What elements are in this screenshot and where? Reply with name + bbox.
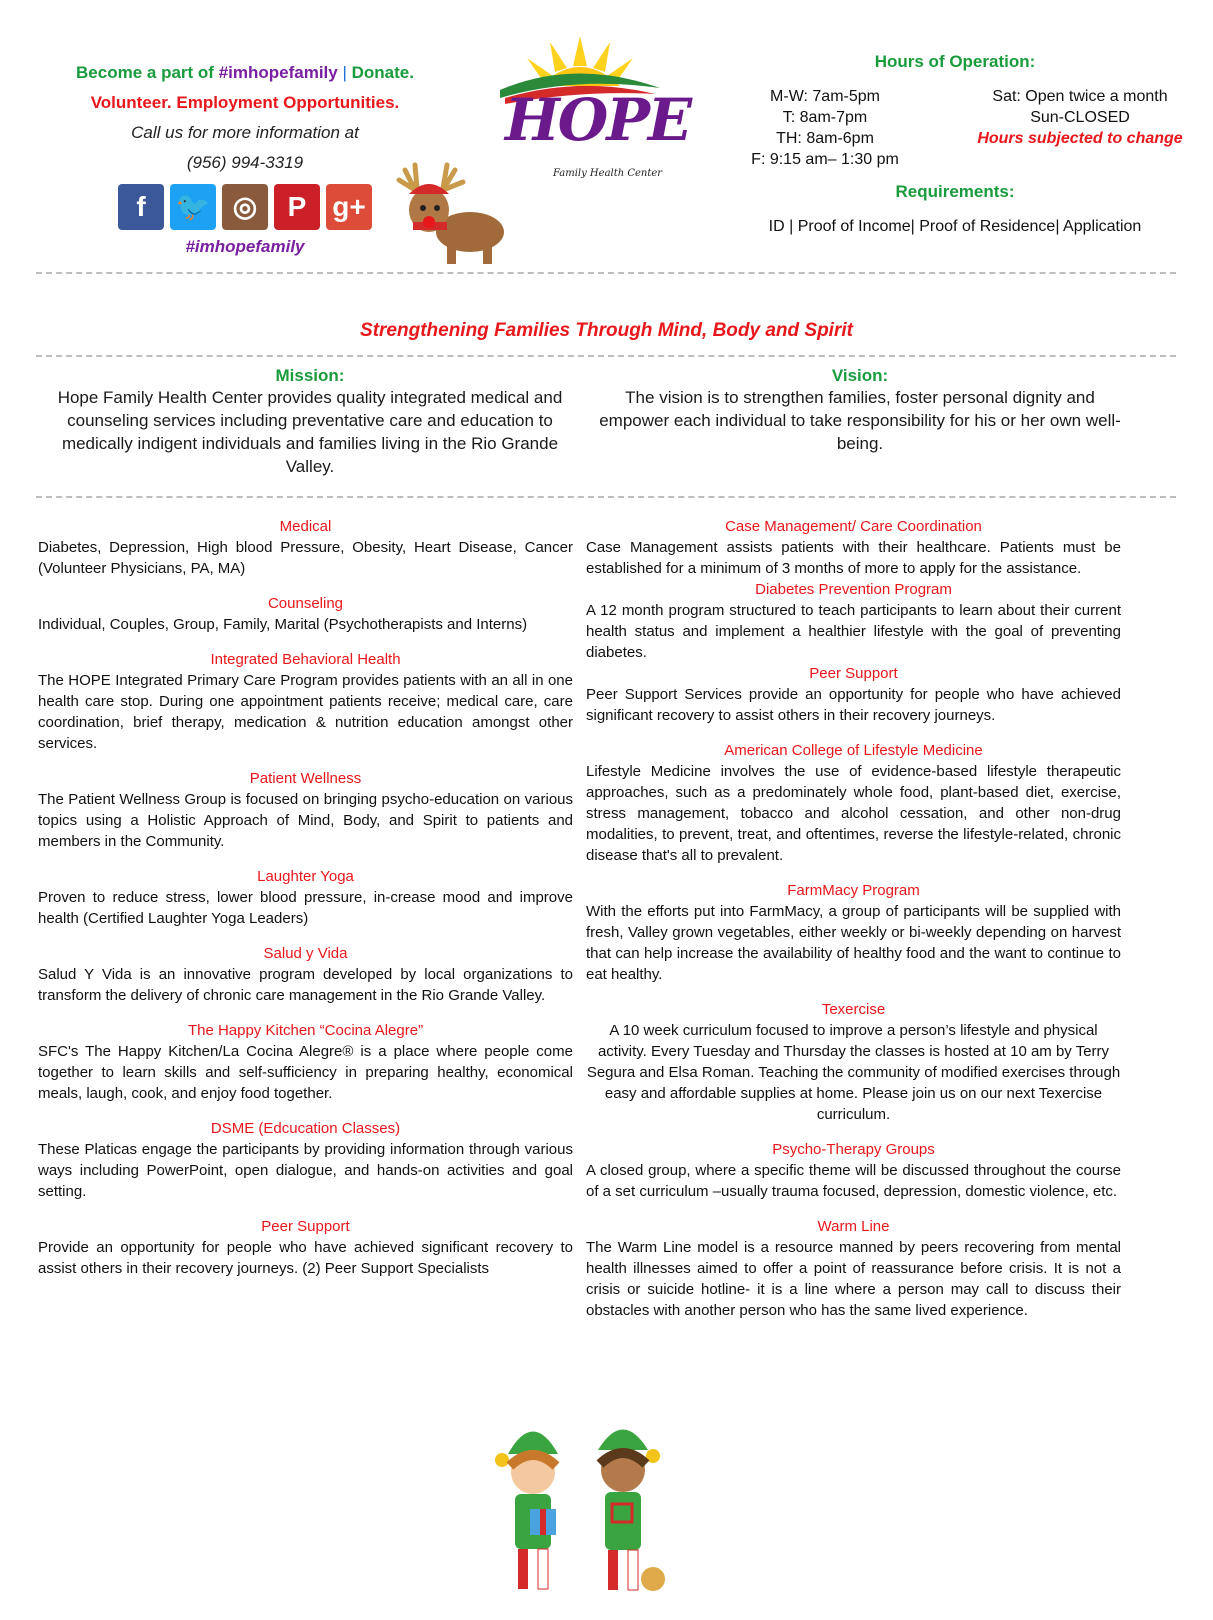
divider [36,355,1176,357]
hours-line: TH: 8am-6pm [776,130,874,147]
mission-text: Hope Family Health Center provides quality integrated medical and counseling services including preventative care and education to medically indigent individuals and families living in the Rio Grande Valley. [57,388,563,476]
volunteer-line[interactable]: Volunteer. Employment Opportunities. [90,93,400,112]
service-title: Diabetes Prevention Program [755,581,952,598]
service-description: A 12 month program structured to teach participants to learn about their current health status and implement a healthier lifestyle with the goal of preventing diabetes. [586,602,1121,661]
service-section [38,768,573,852]
google-plus-icon[interactable]: g+ [326,184,372,230]
service-description: With the efforts put into FarmMacy, a group of participants will be supplied with fresh, Valley grown vegetables, either weekly or bi-weekly depending on harvest that can help increase the availability of healthy food and the want to continue to eat healthy. [586,903,1121,983]
vision-section [590,366,1130,455]
tagline: Strengthening Families Through Mind, Body and Spirit [360,320,853,341]
service-title: DSME (Edcucation Classes) [210,1120,401,1137]
service-description: Salud Y Vida is an innovative program developed by local organizations to transform the delivery of chronic care management in the Rio Grande Valley. [38,966,573,1004]
service-description: The Patient Wellness Group is focused on bringing psycho-education on various topics using a Holistic Approach of Mind, Body, and Spirit to patients and members in the Community. [38,791,573,850]
hashtag-footer[interactable]: #imhopefamily [185,237,305,256]
service-title: Peer Support [809,665,898,682]
elves-illustration [488,1414,678,1604]
hope-wordmark: HOPE [505,86,691,154]
services-right-column [586,516,1121,1321]
mission-title: Mission: [275,366,345,385]
service-title: The Happy Kitchen “Cocina Alegre” [187,1022,424,1039]
service-section [38,1118,573,1202]
service-title: Psycho-Therapy Groups [772,1141,935,1158]
hours-line: Sun-CLOSED [1030,109,1130,126]
service-title: Laughter Yoga [257,868,354,885]
service-title: Salud y Vida [263,945,348,962]
facebook-icon[interactable]: f [118,184,164,230]
service-section [38,943,573,1006]
service-title: Texercise [821,1001,886,1018]
service-title: Peer Support [261,1218,350,1235]
service-section [38,866,573,929]
join-line: Become a part of #imhopefamily | Donate. [76,63,414,82]
service-description: Case Management assists patients with their healthcare. Patients must be established for a minimum of 3 months of more to apply for the assistance. [586,539,1121,577]
service-title: Patient Wellness [249,770,362,787]
weekday-hours [720,86,930,170]
service-section [586,663,1121,726]
hours-line: Sat: Open twice a month [992,88,1168,105]
hashtag-link[interactable]: #imhopefamily [218,63,338,82]
service-title: FarmMacy Program [787,882,920,899]
hours-line: T: 8am-7pm [782,109,868,126]
divider [36,496,1176,498]
service-section [586,740,1121,866]
service-title: Counseling [267,595,344,612]
service-description: The Warm Line model is a resource manned by peers recovering from mental health illnesses aimed to offer a point of reassurance before crisis. It is not a crisis or suicide hotline- it is a line where a person may call to discuss their obstacles with another person who has the same lived experience. [586,1239,1121,1319]
service-section [586,999,1121,1125]
service-section [586,579,1121,663]
service-section [586,1216,1121,1321]
weekend-hours [970,86,1190,170]
phone-number[interactable]: (956) 994-3319 [186,153,304,172]
service-section [586,1139,1121,1202]
service-section [38,593,573,635]
service-description: Provide an opportunity for people who have achieved significant recovery to assist others in their recovery journeys. (2) Peer Support Specialists [38,1239,573,1277]
twitter-icon[interactable]: 🐦 [170,184,216,230]
instagram-icon[interactable]: ◎ [222,184,268,230]
service-description: A 10 week curriculum focused to improve a person’s lifestyle and physical activity. Every Tuesday and Thursday the classes is hosted at 10 am by Terry Segura and Elsa Roman. Teaching the community of modified exercises through easy and affordable supplies at home. Please join us on our next Texercise curriculum. [586,1022,1121,1123]
requirements-title: Requirements: [895,182,1015,201]
logo-subtitle: Family Health Center [553,168,663,179]
pinterest-icon[interactable]: P [274,184,320,230]
service-section [38,516,573,579]
service-description: Peer Support Services provide an opportunity for people who have achieved significant recovery to assist others in their recovery journeys. [586,686,1121,724]
mission-section [40,366,580,478]
service-description: Individual, Couples, Group, Family, Marital (Psychotherapists and Interns) [38,616,528,633]
hours-note: Hours subjected to change [977,130,1183,147]
service-title: Case Management/ Care Coordination [725,518,982,535]
service-section [586,880,1121,985]
service-title: Medical [279,518,332,535]
service-section [586,516,1121,579]
vision-text: The vision is to strengthen families, foster personal dignity and empower each individual to take responsibility for his or her own well-being. [599,388,1121,453]
donate-link[interactable]: Donate. [351,63,414,82]
service-description: Lifestyle Medicine involves the use of evidence-based lifestyle therapeutic approaches, such as a predominately whole food, plant-based diet, exercise, stress management, tobacco and alcohol cessation, and other non-drug modalities, to prevent, treat, and oftentimes, reverse the lifestyle-related, chronic disease that's all to prevalent. [586,763,1121,864]
service-description: SFC's The Happy Kitchen/La Cocina Alegre® is a place where people come together to learn skills and self-sufficiency in preparing healthy, economical meals, laugh, cook, and enjoy food together. [38,1043,573,1102]
service-description: The HOPE Integrated Primary Care Program provides patients with an all in one health care stop. During one appointment patients receive; medical care, care coordination, brief therapy, medication & nutrition education amongst other services. [38,672,573,752]
requirements-list: ID | Proof of Income| Proof of Residence| Application [768,218,1142,235]
hours-table [720,86,1190,170]
service-description: These Platicas engage the participants by providing information through various ways including PowerPoint, open dialogue, and hands-on activities and goal setting. [38,1141,573,1200]
vision-title: Vision: [831,366,889,385]
hours-title: Hours of Operation: [874,52,1036,71]
service-title: Integrated Behavioral Health [210,651,401,668]
service-title: Warm Line [817,1218,890,1235]
services-left-column [38,516,573,1279]
service-description: Diabetes, Depression, High blood Pressure, Obesity, Heart Disease, Cancer (Volunteer Physicians, PA, MA) [38,539,573,577]
service-title: American College of Lifestyle Medicine [724,742,983,759]
hours-block [720,52,1190,236]
service-section [38,1216,573,1279]
hours-line: M-W: 7am-5pm [770,88,880,105]
divider [36,272,1176,274]
service-section [38,1020,573,1104]
call-line: Call us for more information at [131,123,359,142]
service-description: A closed group, where a specific theme will be discussed throughout the course of a set curriculum –usually trauma focused, depression, domestic violence, etc. [586,1162,1121,1200]
service-description: Proven to reduce stress, lower blood pressure, in-crease mood and improve health (Certified Laughter Yoga Leaders) [38,889,573,927]
hope-logo [495,28,691,188]
hours-line: F: 9:15 am– 1:30 pm [751,151,899,168]
service-section [38,649,573,754]
